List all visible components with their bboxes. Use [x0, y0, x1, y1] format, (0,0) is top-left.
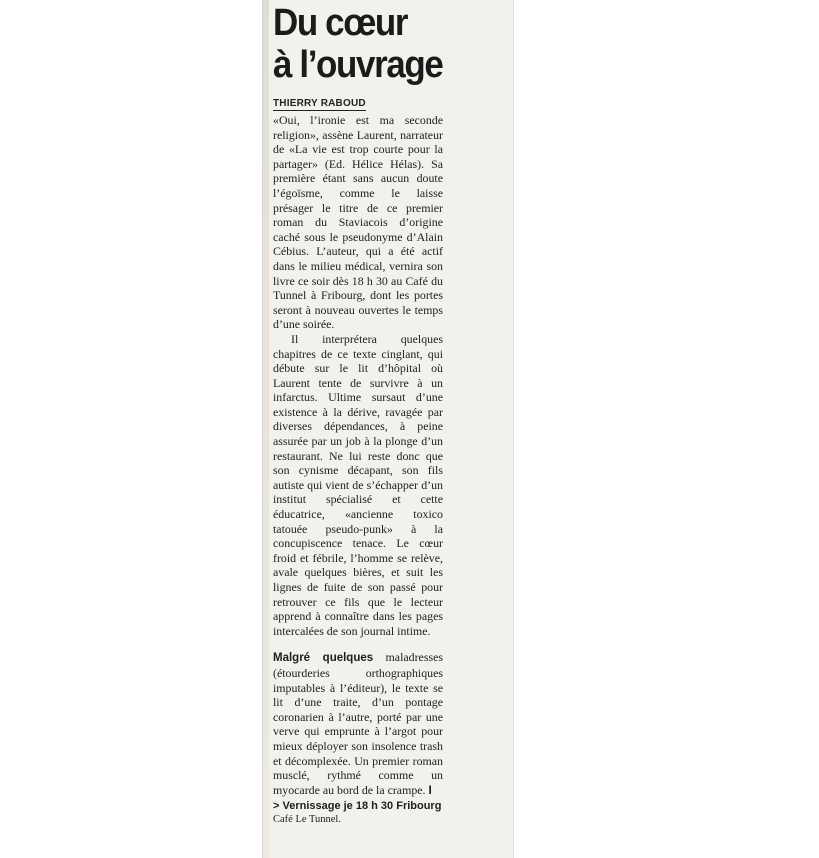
headline — [273, 0, 443, 86]
paragraph-2: Il interprétera quelques chapitres de ce texte cinglant, qui débute sur le lit d’hôpital où Laurent tente de survivre à un infarctus. Ultime sursaut d’une existence à la dérive, ravagée par diverses dépendances, à peine assurée par un job à la plonge d’un restaurant. Ne lui reste donc que son cynisme décapant, son fils autiste qui vient de s’échapper d’un institut spécialisé et cette éducatrice, «ancienne toxico tatouée pseudo-punk» à la concupiscence tenace. Le cœur froid et fébrile, l’homme se relève, avale quelques bières, et suit les lignes de fuite de son passé pour retrouver ce fils que le lecteur apprend à connaître dans les pages intercalées de son journal intime. — [273, 331, 443, 638]
paragraph-1: «Oui, l’ironie est ma seconde religion», assène Laurent, narrateur de «La vie est trop courte pour la partager» (Ed. Hélice Hélas). Sa première étant sans aucun doute l’égoïsme, comme le laisse présager le titre de ce premier roman du Staviacois d’origine caché sous le pseudonyme d’Alain Cébius. L’auteur, qui a été actif dans le milieu médical, vernira son livre ce soir dès 18 h 30 au Café du Tunnel à Fribourg, dont les portes seront à nouveau ouvertes le temps d’une soirée. — [273, 113, 443, 332]
paragraph-3-lead: Malgré quelques — [273, 652, 374, 665]
event-venue: Café Le Tunnel. — [273, 814, 341, 826]
newspaper-clipping — [262, 0, 514, 858]
headline-line-1: Du cœur — [273, 2, 408, 44]
event-info: > Vernissage je 18 h 30 Fribourg — [273, 800, 442, 813]
article — [273, 0, 443, 826]
byline: THIERRY RABOUD — [273, 98, 366, 109]
end-mark: I — [428, 782, 432, 797]
paragraph-3-body: maladresses (étourderies orthographiques imputables à l’éditeur), le texte se lit d’une traite, d’un pontage coronarien à l’autre, porté par une verve qui emprunte à l’argot pour mieux déployer son insolence trash et décomplexée. Un premier roman musclé, rythmé comme un myocarde au bord de la crampe. — [273, 650, 443, 797]
page-edge-shadow — [263, 0, 269, 858]
headline-line-2: à l’ouvrage — [273, 44, 443, 86]
paragraph-3 — [273, 650, 443, 797]
